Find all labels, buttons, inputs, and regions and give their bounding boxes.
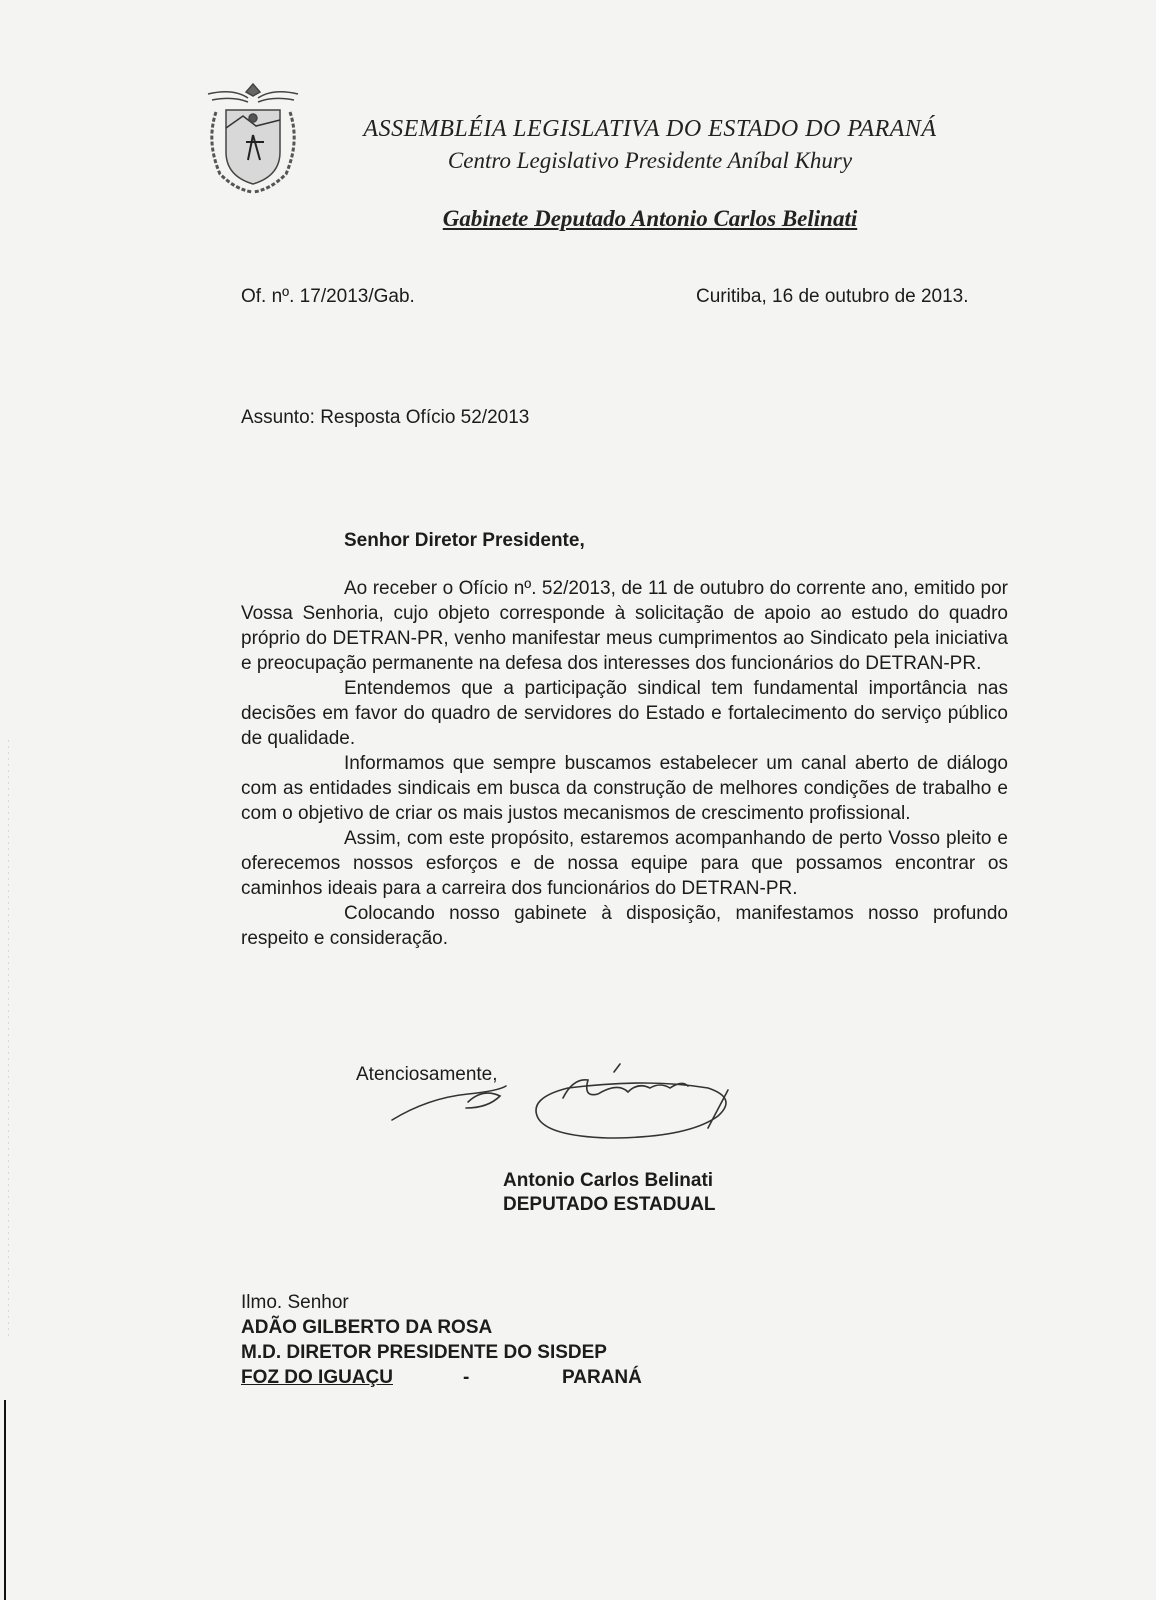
parana-coat-of-arms-icon	[198, 80, 308, 198]
body-paragraph: Informamos que sempre buscamos estabelecer um canal aberto de diálogo com as entidades sindicais em busca da construção de melhores condições de trabalho e com o objetivo de criar os mais justos mecanismos de crescimento profissional.	[241, 753, 1008, 824]
signatory-name: Antonio Carlos Belinati	[503, 1170, 714, 1191]
location-separator: -	[463, 1367, 470, 1388]
scan-edge	[4, 1400, 6, 1600]
reference-number: Of. nº. 17/2013/Gab.	[241, 286, 415, 307]
office-name: Gabinete Deputado Antonio Carlos Belinati	[442, 206, 858, 231]
letter-body	[241, 576, 1008, 951]
institution-name: ASSEMBLÉIA LEGISLATIVA DO ESTADO DO PARANÁ	[363, 116, 937, 142]
recipient-city: FOZ DO IGUAÇU	[241, 1367, 393, 1388]
closing: Atenciosamente,	[356, 1064, 498, 1085]
place-date: Curitiba, 16 de outubro de 2013.	[696, 286, 969, 307]
body-paragraph: Assim, com este propósito, estaremos acompanhando de perto Vosso pleito e oferecemos nossos esforços e de nossa equipe para que possamos encontrar os caminhos ideais para a carreira dos funcionários do DETRAN-PR.	[241, 828, 1008, 899]
recipient-state: PARANÁ	[562, 1367, 642, 1388]
handwritten-signature	[388, 1058, 758, 1168]
body-paragraph: Colocando nosso gabinete à disposição, manifestamos nosso profundo respeito e consideração.	[241, 903, 1008, 949]
salutation: Senhor Diretor Presidente,	[344, 530, 585, 551]
body-paragraph: Ao receber o Ofício nº. 52/2013, de 11 de outubro do corrente ano, emitido por Vossa Senhoria, cujo objeto corresponde à solicitação de apoio ao estudo do quadro próprio do DETRAN-PR, venho manifestar meus cumprimentos ao Sindicato pela iniciativa e preocupação permanente na defesa dos interesses dos funcionários do DETRAN-PR.	[241, 578, 1008, 674]
subject-line: Assunto: Resposta Ofício 52/2013	[241, 407, 530, 428]
signatory-title: DEPUTADO ESTADUAL	[503, 1194, 716, 1215]
legislative-center: Centro Legislativo Presidente Aníbal Khury	[447, 148, 853, 173]
body-paragraph: Entendemos que a participação sindical tem fundamental importância nas decisões em favor do quadro de servidores do Estado e fortalecimento do serviço público de qualidade.	[241, 678, 1008, 749]
recipient-location	[241, 1367, 651, 1389]
scan-artifact	[8, 740, 9, 1340]
recipient-honorific: Ilmo. Senhor	[241, 1292, 349, 1313]
recipient-role: M.D. DIRETOR PRESIDENTE DO SISDEP	[241, 1342, 607, 1363]
recipient-name: ADÃO GILBERTO DA ROSA	[241, 1317, 493, 1338]
